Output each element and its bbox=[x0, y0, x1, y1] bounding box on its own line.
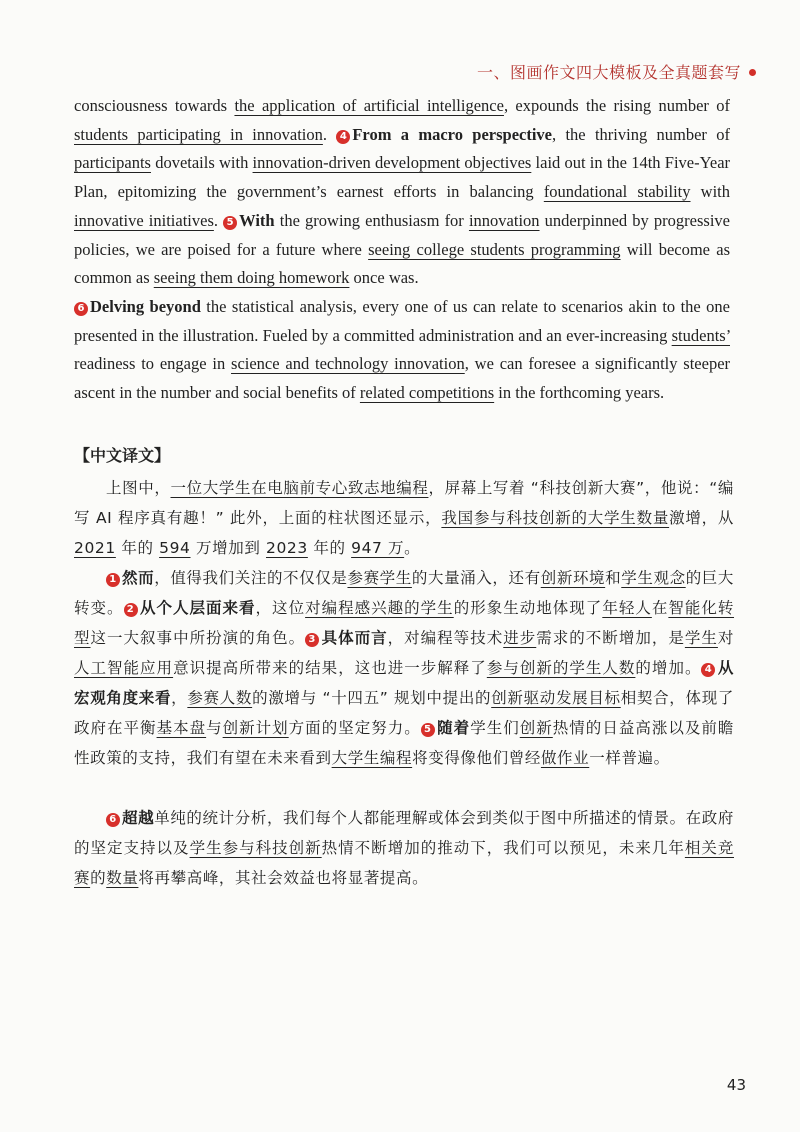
underlined-phrase: 参赛人数 bbox=[187, 689, 253, 707]
text-run: 单纯的统计分析，我们每个人都能理解或体会到类似于图中所描述的情景。在政府的坚定支持以及 bbox=[74, 809, 734, 857]
text-run: 的激增与 “十四五” 规划中提出的 bbox=[252, 689, 492, 707]
text-run: 和 bbox=[605, 569, 622, 587]
underlined-phrase: 594 bbox=[159, 539, 191, 557]
text-run: , expounds the rising number of bbox=[503, 96, 731, 115]
text-run: ，值得我们关注的不仅仅是 bbox=[154, 569, 348, 587]
underlined-phrase: 年轻人 bbox=[602, 599, 652, 617]
underlined-phrase: 大学生编程 bbox=[331, 749, 413, 767]
text-run: with bbox=[690, 182, 730, 202]
chinese-paragraph-3 bbox=[74, 803, 734, 893]
point-6-marker-icon: 6 bbox=[74, 302, 88, 316]
underlined-phrase: 947 万 bbox=[351, 539, 405, 557]
text-run: . bbox=[322, 124, 337, 144]
text-run: in the forthcoming years. bbox=[494, 383, 665, 403]
underlined-phrase: foundational stability bbox=[543, 182, 691, 202]
text-run: 。 bbox=[404, 539, 421, 557]
underlined-phrase: 学生参与科技创新 bbox=[189, 839, 322, 857]
text-run: , we can foresee a significantly steeper ascent in the number and social benefits of bbox=[74, 354, 731, 403]
text-run: 这一大叙事中所扮演的角色。 bbox=[90, 629, 306, 647]
text-run: 的 bbox=[90, 869, 107, 887]
chinese-translation-heading: 【中文译文】 bbox=[74, 446, 171, 465]
underlined-phrase: seeing college students programming bbox=[368, 239, 621, 259]
underlined-phrase: 创新计划 bbox=[222, 719, 289, 737]
underlined-phrase: the application of artificial intelligence bbox=[234, 96, 504, 115]
text-run: 万增加到 bbox=[190, 539, 266, 557]
text-run: 激增，从 bbox=[669, 509, 735, 527]
underlined-phrase: 2023 bbox=[265, 539, 308, 557]
text-run: 的大量涌入，还有 bbox=[411, 569, 541, 587]
underlined-phrase: students participating in innovation bbox=[74, 124, 323, 144]
text-run: 热情不断增加的推动下，我们可以预见，未来几年 bbox=[321, 839, 685, 857]
chinese-paragraph-1 bbox=[74, 473, 734, 563]
text-run: dovetails with bbox=[150, 153, 253, 173]
underlined-phrase: 学生 bbox=[684, 629, 718, 647]
text-run: consciousness towards bbox=[74, 96, 235, 115]
underlined-phrase: 基本盘 bbox=[156, 719, 207, 737]
text-run: 与 bbox=[206, 719, 223, 737]
text-run: ，对编程等技术 bbox=[387, 629, 504, 647]
underlined-phrase: students’ bbox=[671, 325, 730, 345]
bold-phrase: 随着 bbox=[436, 719, 471, 737]
text-run: 学生们 bbox=[470, 719, 520, 737]
text-run: readiness to engage in bbox=[74, 354, 232, 374]
text-run: 将再攀高峰，其社会效益也将显著提高。 bbox=[138, 869, 429, 887]
english-paragraph-2 bbox=[74, 293, 730, 408]
text-run: 的形象生动地体现了 bbox=[453, 599, 603, 617]
point-2-marker-icon: 2 bbox=[124, 603, 138, 617]
text-run: ，这位 bbox=[255, 599, 306, 617]
underlined-phrase: participants bbox=[74, 153, 151, 173]
text-run: ， bbox=[171, 689, 188, 707]
text-run: . bbox=[213, 210, 224, 230]
underlined-phrase: 进步 bbox=[503, 629, 537, 647]
text-run: , the thriving number of bbox=[552, 124, 730, 144]
text-run: 的增加。 bbox=[635, 659, 702, 677]
underlined-phrase: 参赛学生 bbox=[347, 569, 412, 587]
text-run: the statistical analysis, every one of us can relate to scenarios akin to the one presented in the illustration. Fueled by a committed administration and an ever-increasing bbox=[74, 297, 730, 345]
point-4-marker-icon: 4 bbox=[336, 130, 350, 144]
text-run: 上图中， bbox=[106, 479, 171, 497]
underlined-phrase: 数量 bbox=[106, 869, 139, 887]
underlined-phrase: related competitions bbox=[359, 383, 495, 403]
bold-phrase: 从宏观角度来看 bbox=[74, 659, 734, 707]
bold-phrase: Delving beyond bbox=[90, 297, 201, 316]
text-run: underpinned by progressive policies, we are poised for a future where bbox=[74, 210, 730, 259]
chinese-paragraph-2 bbox=[74, 563, 734, 773]
running-header bbox=[477, 60, 756, 83]
section-title: 一、图画作文四大模板及全真题套写 bbox=[476, 63, 741, 82]
underlined-phrase: innovative initiatives bbox=[74, 210, 214, 230]
underlined-phrase: 参与创新的学生人数 bbox=[486, 659, 636, 677]
text-run: 一样普遍。 bbox=[589, 749, 670, 767]
bold-phrase: 从个人层面来看 bbox=[139, 599, 256, 617]
text-run: 热情的日益高涨以及前瞻性政策的支持，我们有望在未来看到 bbox=[74, 719, 734, 767]
text-run: 的巨大转变。 bbox=[74, 569, 734, 617]
underlined-phrase: 创新驱动发展目标 bbox=[491, 689, 621, 707]
point-4-marker-icon: 4 bbox=[701, 663, 715, 677]
underlined-phrase: 相关竞赛 bbox=[74, 839, 734, 887]
text-run: ，屏幕上写着 “科技创新大赛”，他说：“编写 AI 程序真有趣！” 此外，上面的柱状图还显示， bbox=[74, 479, 734, 527]
underlined-phrase: 我国参与科技创新的大学生数量 bbox=[441, 509, 670, 527]
point-1-marker-icon: 1 bbox=[106, 573, 120, 587]
text-run: 对 bbox=[717, 629, 735, 647]
underlined-phrase: 创新 bbox=[519, 719, 553, 737]
underlined-phrase: seeing them doing homework bbox=[153, 268, 350, 288]
english-paragraph-1 bbox=[74, 92, 730, 293]
bold-phrase: 超越 bbox=[122, 809, 155, 827]
underlined-phrase: 对编程感兴趣的学生 bbox=[305, 599, 454, 617]
underlined-phrase: innovation-driven development objectives bbox=[252, 153, 532, 173]
underlined-phrase: 智能化转型 bbox=[74, 599, 735, 647]
text-run: once was. bbox=[349, 268, 419, 288]
text-run: 需求的不断增加，是 bbox=[536, 629, 685, 647]
underlined-phrase: 创新环境 bbox=[540, 569, 606, 587]
point-6-marker-icon: 6 bbox=[106, 813, 120, 827]
underlined-phrase: innovation bbox=[468, 210, 540, 230]
text-run: 相契合，体现了政府在平衡 bbox=[74, 689, 734, 737]
text-run: 在 bbox=[651, 599, 669, 617]
text-run: 意识提高所带来的结果，这也进一步解释了 bbox=[173, 659, 487, 677]
underlined-phrase: 人工智能应用 bbox=[74, 659, 174, 677]
bold-phrase: With bbox=[239, 210, 275, 230]
underlined-phrase: 做作业 bbox=[540, 749, 590, 767]
bold-phrase: 然而 bbox=[122, 569, 155, 587]
underlined-phrase: science and technology innovation bbox=[231, 354, 465, 374]
text-run: will become as common as bbox=[74, 239, 730, 288]
text-run: 年的 bbox=[115, 539, 160, 557]
text-run: 方面的坚定努力。 bbox=[288, 719, 421, 737]
page-number: 43 bbox=[726, 1076, 746, 1094]
underlined-phrase: 2021 bbox=[74, 539, 116, 557]
point-3-marker-icon: 3 bbox=[305, 633, 319, 647]
text-run: the growing enthusiasm for bbox=[274, 210, 469, 230]
underlined-phrase: 学生观念 bbox=[621, 569, 686, 587]
text-run: 年的 bbox=[307, 539, 352, 557]
point-5-marker-icon: 5 bbox=[421, 723, 435, 737]
point-5-marker-icon: 5 bbox=[223, 216, 237, 230]
text-run: laid out in the 14th Five-Year Plan, epitomizing the government’s earnest efforts in balancing bbox=[74, 153, 731, 202]
text-run: 将变得像他们曾经 bbox=[412, 749, 541, 767]
bold-phrase: From a macro perspective bbox=[352, 124, 552, 144]
bold-phrase: 具体而言 bbox=[321, 629, 388, 647]
underlined-phrase: 一位大学生在电脑前专心致志地编程 bbox=[170, 479, 429, 497]
header-bullet-icon bbox=[749, 69, 756, 76]
